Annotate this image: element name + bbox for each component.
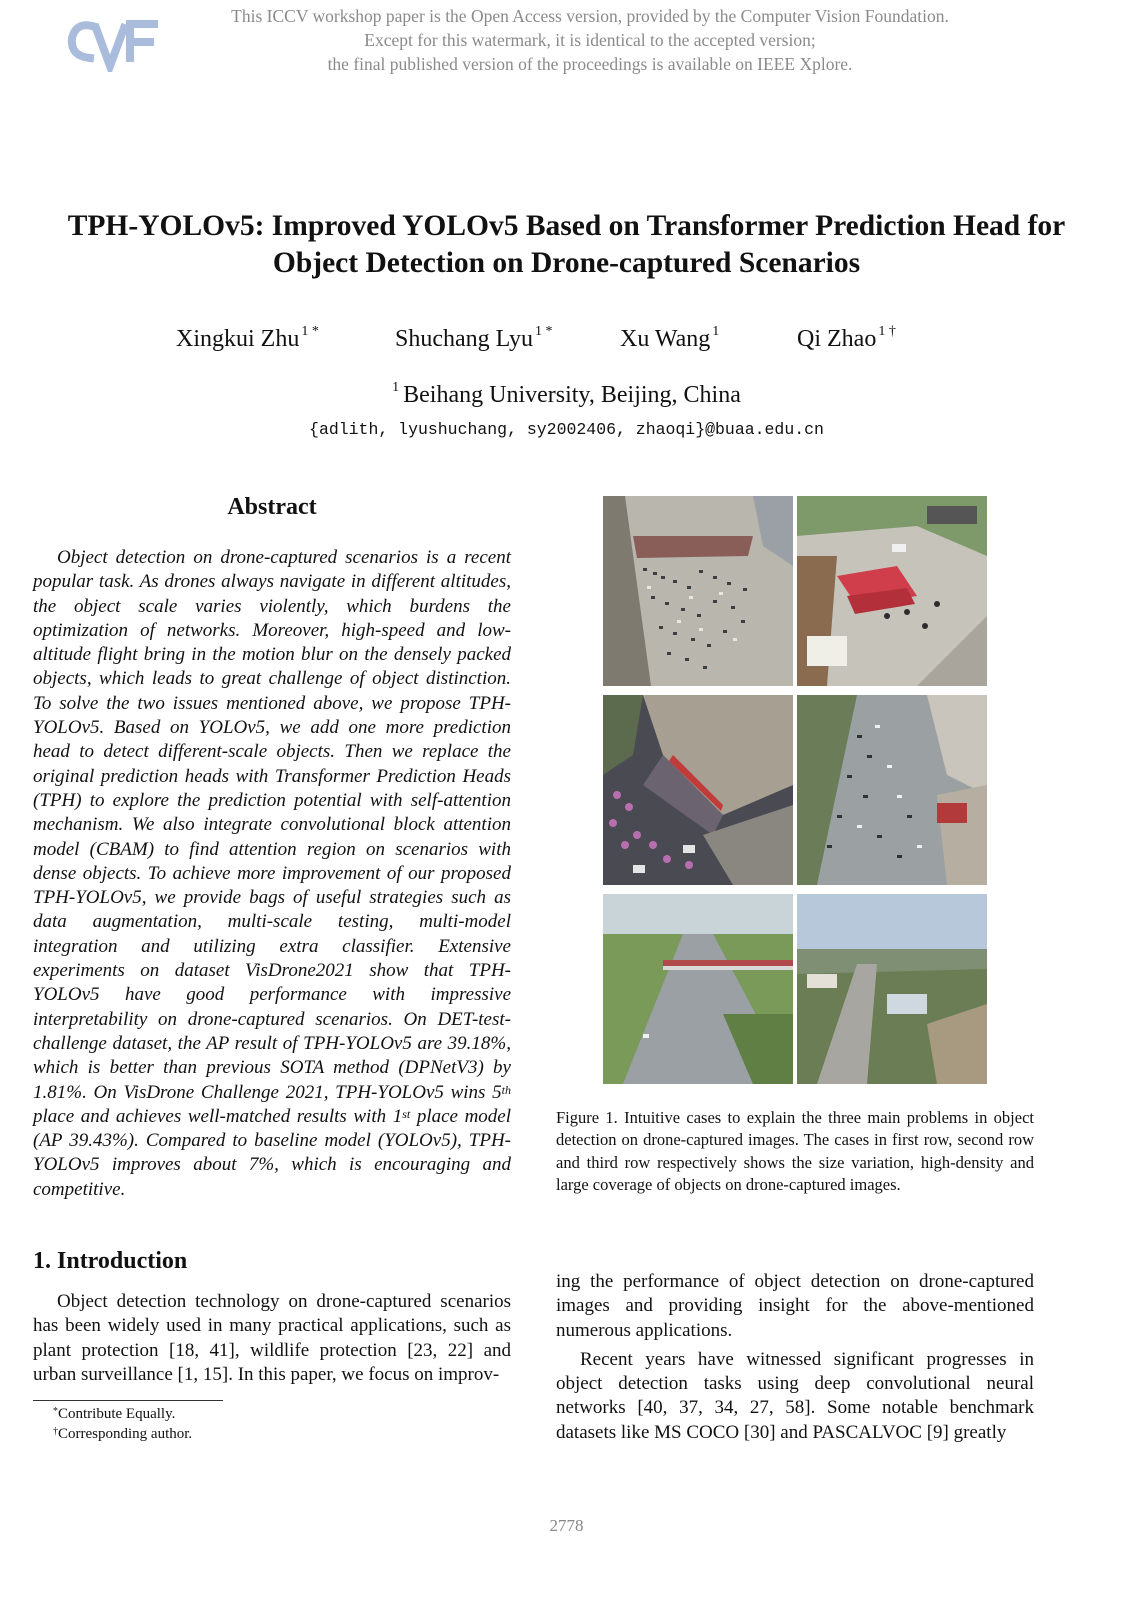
author-name: Xu Wang: [620, 326, 711, 352]
footnote-1: [53, 1404, 192, 1424]
intro-paragraph: Object detection technology on drone-captured scenarios has been widely used in many practical applications, such as plant protection [18, 41], wildlife protection [23, 22] and urban surveillance [1, 15]. In this paper, we focus on improv-: [33, 1291, 511, 1385]
author: [395, 326, 553, 353]
abstract-sup-1: th: [501, 1082, 511, 1097]
footnote-text: Contribute Equally.: [58, 1406, 176, 1422]
photo-busy-road: [797, 695, 987, 885]
photo-parking-lot: [603, 496, 793, 686]
affiliation-mark: 1: [392, 380, 400, 395]
abstract-text-2: place and achieves well-matched results with 1: [33, 1105, 403, 1127]
section-heading-introduction: 1. Introduction: [33, 1248, 188, 1274]
intro-right-column: [556, 1270, 1034, 1445]
affiliation-text: Beihang University, Beijing, China: [403, 382, 741, 408]
photo-highway: [603, 894, 793, 1084]
footnotes: [53, 1404, 192, 1444]
intro-paragraph: Recent years have witnessed significant progresses in object detection tasks using deep convolutional neural networks [40, 37, 34, 27, 58]. Some notable benchmark datasets like MS COCO [30] and PASCALVOC [9] greatly: [556, 1348, 1034, 1443]
footnote-mark: †: [53, 1426, 58, 1437]
abstract-text-3: place model (AP 39.43%). Compared to baseline model (YOLOv5), TPH-YOLOv5 improves about 7%, which is encouraging and competitive.: [33, 1105, 511, 1200]
title-line-2: Object Detection on Drone-captured Scenarios: [272, 247, 861, 279]
author-emails: {adlith, lyushuchang, sy2002406, zhaoqi}@buaa.edu.cn: [309, 420, 824, 439]
author-name: Xingkui Zhu: [176, 326, 300, 352]
author: [620, 326, 719, 353]
author-name: Shuchang Lyu: [395, 326, 533, 352]
intro-paragraph: ing the performance of object detection on drone-captured images and providing insight for the above-mentioned numerous applications.: [556, 1271, 1034, 1341]
author-marks: 1 *: [301, 324, 319, 339]
author-marks: 1 †: [878, 324, 896, 339]
abstract-sup-2: st: [402, 1106, 411, 1121]
page-number: 2778: [549, 1516, 584, 1535]
photo-dense-crowd: [603, 695, 793, 885]
abstract-text-1: Object detection on drone-captured scenarios is a recent popular task. As drones always navigate in different altitudes, the object scale varies violently, which burdens the optimization of networks. Moreover, high-speed and low-altitude flight bring in the motion blur on the densely packed objects, which leads to great challenge of object distinction. To solve the two issues mentioned above, we propose TPH-YOLOv5. Based on YOLOv5, we add one more prediction head to detect different-scale objects. Then we replace the original prediction heads with Transformer Prediction Heads (TPH) to explore the prediction potential with self-attention mechanism. We also integrate convolutional block attention model (CBAM) to find attention region on scenarios with dense objects. To achieve more improvement of our proposed TPH-YOLOv5, we provide bags of useful strategies such as data augmentation, multi-scale testing, multi-model integration and utilizing extra classifier. Extensive experiments on dataset VisDrone2021 show that TPH-YOLOv5 have good performance with impressive interpretability on drone-captured scenarios. On DET-test-challenge dataset, the AP result of TPH-YOLOv5 are 39.18%, which is better than previous SOTA method (DPNetV3) by 1.81%. On VisDrone Challenge 2021, TPH-YOLOv5 wins 5: [33, 547, 511, 1103]
author: [176, 326, 319, 353]
footnote-2: [53, 1424, 192, 1444]
abstract-heading: Abstract: [227, 494, 317, 520]
intro-left-column: [33, 1290, 511, 1387]
footnote-rule: [33, 1400, 223, 1401]
photo-street-tent: [797, 496, 987, 686]
author-marks: 1 *: [535, 324, 553, 339]
watermark-line-1: This ICCV workshop paper is the Open Access version, provided by the Computer Vision Foundation.: [231, 6, 949, 26]
author: [797, 326, 896, 353]
author-list: [0, 326, 1133, 360]
watermark-line-3: the final published version of the proceedings is available on IEEE Xplore.: [327, 54, 853, 74]
watermark-text: [160, 4, 1020, 76]
photo-town-panorama: [797, 894, 987, 1084]
title-line-1: TPH-YOLOv5: Improved YOLOv5 Based on Transformer Prediction Head for: [67, 210, 1066, 242]
watermark-line-2: Except for this watermark, it is identical to the accepted version;: [364, 30, 816, 50]
figure-1-caption: Figure 1. Intuitive cases to explain the three main problems in object detection on drone-captured images. The cases in first row, second row and third row respectively shows the size variation, high-density and large coverage of objects on drone-captured images.: [556, 1108, 1034, 1194]
author-marks: 1: [712, 324, 720, 339]
figure-1-image-grid: [603, 496, 987, 1084]
affiliation: [0, 382, 1133, 409]
author-name: Qi Zhao: [797, 326, 877, 352]
abstract-body: [33, 546, 511, 1202]
footnote-text: Corresponding author.: [58, 1426, 193, 1442]
cvf-logo: [66, 12, 158, 72]
footnote-mark: *: [53, 1406, 58, 1417]
paper-title: [20, 208, 1113, 282]
